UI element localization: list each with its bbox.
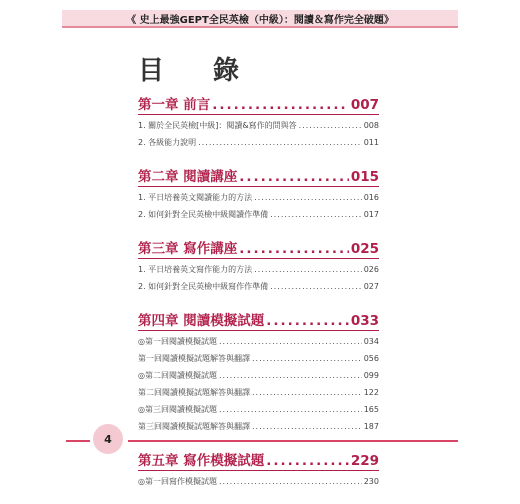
entry-page: 056 <box>363 354 379 363</box>
toc-entry[interactable] <box>138 418 379 435</box>
toc-entry[interactable] <box>138 206 379 223</box>
chapter-heading[interactable] <box>138 309 379 331</box>
leader-dots <box>198 134 362 151</box>
entry-label: 1. 平日培養英文寫作能力的方法 <box>138 265 253 274</box>
leader-dots <box>252 350 362 367</box>
entry-page: 034 <box>363 337 379 346</box>
page-number-badge <box>93 424 123 454</box>
leader-dots <box>212 97 349 113</box>
leader-dots <box>270 278 362 295</box>
leader-dots <box>252 418 362 435</box>
footer-rule-right <box>128 440 458 442</box>
leader-dots <box>299 117 362 134</box>
book-title: 《 史上最強GEPT全民英檢（中級）：閱讀＆寫作完全破題》 <box>126 14 394 26</box>
entry-label: 2. 如何針對全民英檢中級寫作作準備 <box>138 282 269 291</box>
chapter-section <box>138 237 379 295</box>
entry-label: 1. 關於全民英檢[中級]：閱讀&寫作的問與答 <box>138 121 297 130</box>
toc-entry[interactable] <box>138 261 379 278</box>
chapter-title: 第五章 寫作模擬試題 <box>138 453 265 469</box>
entry-page: 165 <box>363 405 379 414</box>
chapter-heading[interactable] <box>138 449 379 471</box>
leader-dots <box>252 384 362 401</box>
entry-page: 187 <box>363 422 379 431</box>
leader-dots <box>219 367 362 384</box>
chapter-section <box>138 309 379 435</box>
chapter-page: 033 <box>350 313 379 329</box>
entry-page: 230 <box>363 477 379 486</box>
chapter-title: 第二章 閱讀講座 <box>138 169 238 185</box>
toc-entry[interactable] <box>138 117 379 134</box>
toc-entry[interactable] <box>138 333 379 350</box>
header-banner <box>62 10 458 28</box>
leader-dots <box>219 473 362 490</box>
entry-label: ◎第三回閱讀模擬試題 <box>138 405 217 414</box>
entry-page: 099 <box>363 371 379 380</box>
chapter-section <box>138 165 379 223</box>
entry-label: 第一回閱讀模擬試題解答與翻譯 <box>138 354 250 363</box>
toc-entry[interactable] <box>138 350 379 367</box>
entry-page: 122 <box>363 388 379 397</box>
entry-label: ◎第一回寫作模擬試題 <box>138 477 217 486</box>
chapter-heading[interactable] <box>138 237 379 259</box>
chapter-heading[interactable] <box>138 93 379 115</box>
leader-dots <box>239 241 349 257</box>
toc-entry[interactable] <box>138 278 379 295</box>
entry-label: ◎第二回閱讀模擬試題 <box>138 371 217 380</box>
entry-page: 026 <box>363 265 379 274</box>
entry-page: 027 <box>363 282 379 291</box>
toc-entry[interactable] <box>138 134 379 151</box>
leader-dots <box>254 189 362 206</box>
chapter-page: 015 <box>350 169 379 185</box>
entry-page: 017 <box>363 210 379 219</box>
leader-dots <box>219 401 362 418</box>
chapter-heading[interactable] <box>138 165 379 187</box>
chapter-section <box>138 93 379 151</box>
entry-label: 2. 如何針對全民英檢中級閱讀作準備 <box>138 210 269 219</box>
entry-label: ◎第一回閱讀模擬試題 <box>138 337 217 346</box>
entry-label: 1. 平日培養英文閱讀能力的方法 <box>138 193 253 202</box>
toc-entry[interactable] <box>138 401 379 418</box>
table-of-contents <box>138 93 379 504</box>
chapter-title: 第一章 前言 <box>138 97 211 113</box>
chapter-title: 第四章 閱讀模擬試題 <box>138 313 265 329</box>
leader-dots <box>270 206 362 223</box>
chapter-section <box>138 449 379 490</box>
leader-dots <box>266 453 349 469</box>
chapter-page: 229 <box>350 453 379 469</box>
toc-entry[interactable] <box>138 367 379 384</box>
page-number: 4 <box>104 432 112 446</box>
leader-dots <box>239 169 349 185</box>
chapter-page: 007 <box>350 97 379 113</box>
entry-page: 008 <box>363 121 379 130</box>
entry-label: 2. 各級能力說明 <box>138 138 197 147</box>
toc-entry[interactable] <box>138 189 379 206</box>
page-title: 目 錄 <box>138 56 260 86</box>
leader-dots <box>266 313 349 329</box>
leader-dots <box>254 261 362 278</box>
toc-entry[interactable] <box>138 384 379 401</box>
chapter-title: 第三章 寫作講座 <box>138 241 238 257</box>
toc-entry[interactable] <box>138 473 379 490</box>
entry-page: 016 <box>363 193 379 202</box>
entry-label: 第二回閱讀模擬試題解答與翻譯 <box>138 388 250 397</box>
entry-page: 011 <box>363 138 379 147</box>
footer-rule-left <box>66 440 90 442</box>
chapter-page: 025 <box>350 241 379 257</box>
entry-label: 第三回閱讀模擬試題解答與翻譯 <box>138 422 250 431</box>
leader-dots <box>219 333 362 350</box>
